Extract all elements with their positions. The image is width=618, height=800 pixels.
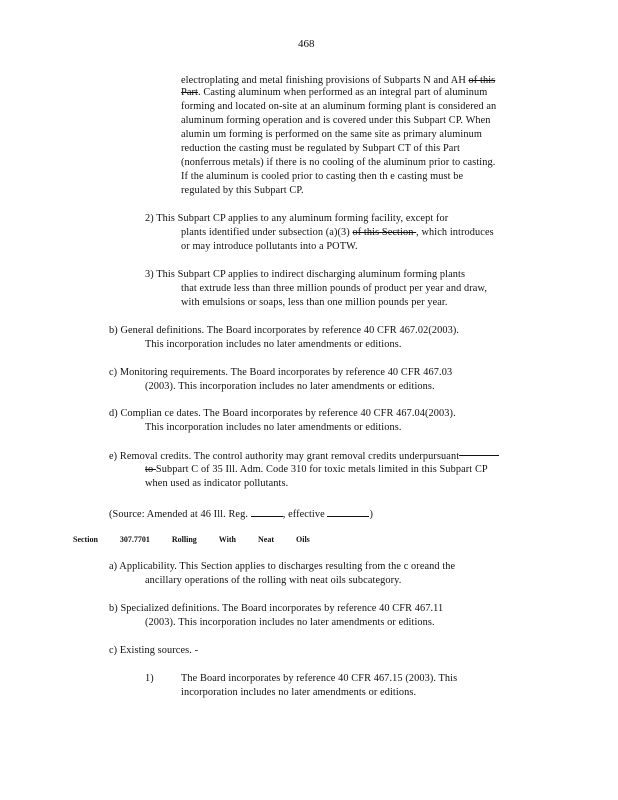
sec-c1-number: 1) — [145, 673, 154, 684]
sec-c1-line: The Board incorporates by reference 40 CFR 467.15 (2003). This — [181, 673, 458, 684]
para-b-line: This incorporation includes no later amendments or editions. — [145, 339, 402, 350]
struck-text: of this Section — [352, 227, 417, 238]
para-e-line: when used as indicator pollutants. — [145, 478, 289, 489]
section-c-existing-sources: c) Existing sources. - — [109, 645, 199, 656]
sec-b-line: (2003). This incorporation includes no later amendments or editions. — [145, 617, 435, 628]
para3-line: with emulsions or soaps, less than one million pounds per year. — [181, 297, 448, 308]
para-c-line: (2003). This incorporation includes no later amendments or editions. — [145, 381, 435, 392]
blank-line — [327, 507, 369, 517]
para3-line: that extrude less than three million pounds of product per year and draw, — [181, 283, 488, 294]
para1-line: electroplating and metal finishing provisions of Subparts N and AH of this — [181, 75, 496, 86]
para1-line: regulated by this Subpart CP. — [181, 185, 304, 196]
para1-line: (nonferrous metals) if there is no cooling of the aluminum prior to casting. — [181, 157, 496, 168]
para1-line: forming and located on-site at an aluminum forming plant is considered an — [181, 101, 497, 112]
para-e-line: to Subpart C of 35 Ill. Adm. Code 310 for toxic metals limited in this Subpart CP — [145, 464, 488, 475]
para-d-line: d) Complian ce dates. The Board incorporates by reference 40 CFR 467.04(2003). — [109, 408, 456, 419]
para-d-line: This incorporation includes no later amendments or editions. — [145, 422, 402, 433]
sec-b-line: b) Specialized definitions. The Board incorporates by reference 40 CFR 467.11 — [109, 603, 444, 614]
struck-text — [459, 450, 499, 459]
para2-line: plants identified under subsection (a)(3) of this Section , which introduces — [181, 227, 494, 238]
sec-c1-line: incorporation includes no later amendments or editions. — [181, 687, 417, 698]
sec-a-line: ancillary operations of the rolling with neat oils subcategory. — [145, 575, 402, 586]
para-e-line: e) Removal credits. The control authority may grant removal credits underpursuant — [109, 450, 499, 463]
section-heading: Section 307.7701 Rolling With Neat Oils — [73, 535, 310, 544]
para-b-line: b) General definitions. The Board incorporates by reference 40 CFR 467.02(2003). — [109, 325, 460, 336]
struck-text: of this — [468, 75, 496, 86]
para1-line: Part. Casting aluminum when performed as an integral part of aluminum — [181, 87, 488, 98]
para2-line: 2) This Subpart CP applies to any aluminum forming facility, except for — [145, 213, 449, 224]
para2-line: or may introduce pollutants into a POTW. — [181, 241, 358, 252]
para1-line: aluminum forming operation and is covered under this Subpart CP. When — [181, 115, 491, 126]
source-note: (Source: Amended at 46 Ill. Reg. , effective ) — [109, 509, 374, 520]
para3-line: 3) This Subpart CP applies to indirect discharging aluminum forming plants — [145, 269, 466, 280]
para-c-line: c) Monitoring requirements. The Board incorporates by reference 40 CFR 467.03 — [109, 367, 453, 378]
struck-text: to — [145, 464, 156, 475]
para1-line: alumin um forming is performed on the same site as primary aluminum — [181, 129, 482, 140]
struck-text: Part — [181, 87, 198, 98]
para1-line: reduction the casting must be regulated by Subpart CT of this Part — [181, 143, 460, 154]
sec-a-line: a) Applicability. This Section applies to discharges resulting from the c oreand the — [109, 561, 456, 572]
page-number: 468 — [298, 38, 315, 50]
para1-line: If the aluminum is cooled prior to casting then th e casting must be — [181, 171, 464, 182]
blank-line — [251, 507, 283, 517]
